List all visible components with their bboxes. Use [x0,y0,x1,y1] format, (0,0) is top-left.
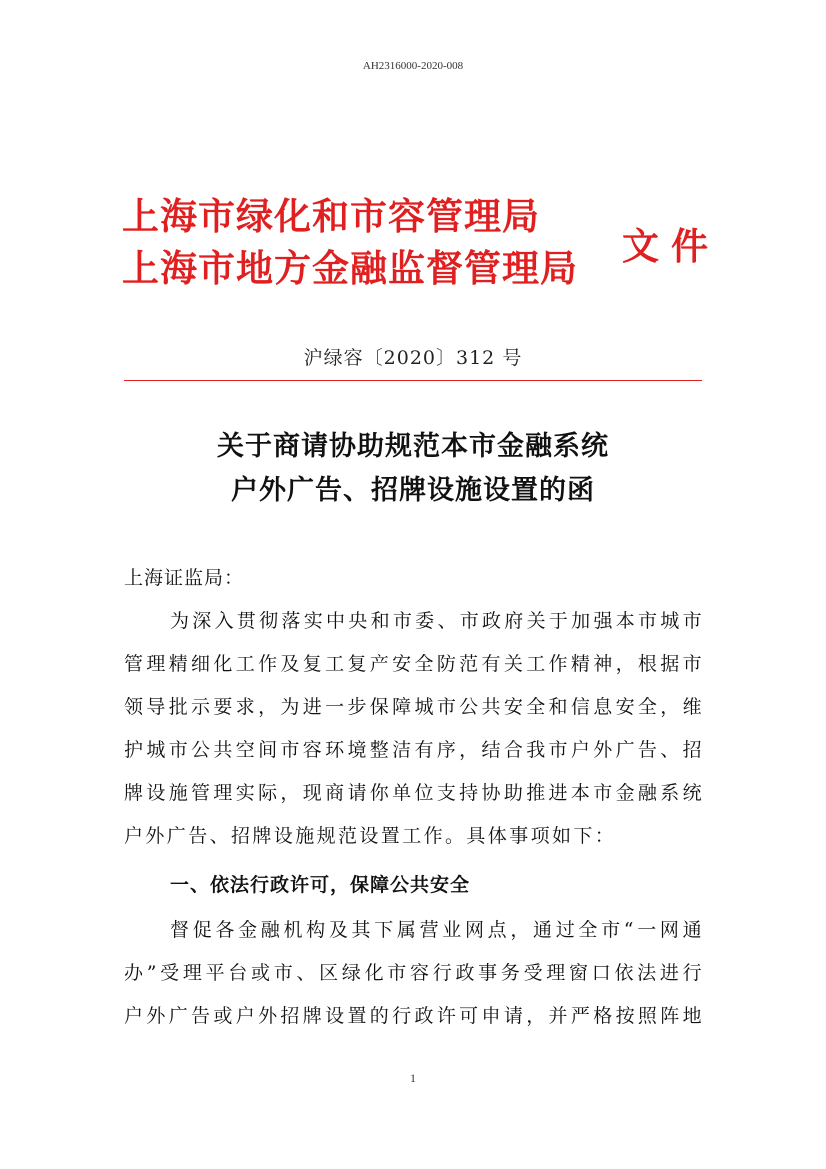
issuer-finance-bureau: 上海市地方金融监督管理局 [122,246,578,290]
paragraph-line: 牌设施管理实际，现商请你单位支持协助推进本市金融系统 [124,782,704,804]
paragraph-line: 管理精细化工作及复工复产安全防范有关工作精神，根据市 [124,653,704,675]
document-id: AH2316000-2020-008 [362,60,464,72]
document-number: 沪绿容〔2020〕312 号 [303,347,523,369]
paragraph-line: 领导批示要求，为进一步保障城市公共安全和信息安全，维 [124,696,704,718]
paragraph-line: 户外广告、招牌设施规范设置工作。具体事项如下： [124,825,617,847]
red-divider-line [124,380,702,381]
salutation: 上海证监局： [124,567,245,589]
paragraph-line: 户外广告或户外招牌设置的行政许可申请，并严格按照阵地 [124,1005,704,1027]
section-heading-1: 一、依法行政许可，保障公共安全 [170,874,471,896]
paragraph-line: 为深入贯彻落实中央和市委、市政府关于加强本市城市 [170,610,704,632]
paragraph-section-1 [124,909,704,1038]
issuer-greening-bureau: 上海市绿化和市容管理局 [122,194,540,238]
paragraph-intro [124,600,704,858]
letterhead-issuers [122,190,612,294]
letterhead-doc-type: 文件 [622,224,720,268]
paragraph-line: 护城市公共空间市容环境整洁有序，结合我市户外广告、招 [124,739,704,761]
paragraph-line: 办”受理平台或市、区绿化市容行政事务受理窗口依法进行 [124,962,704,984]
paragraph-line: 督促各金融机构及其下属营业网点，通过全市“一网通 [170,919,704,941]
page-number: 1 [410,1071,416,1085]
title-line-2: 户外广告、招牌设施设置的函 [231,475,595,506]
document-title [0,425,826,513]
title-line-1: 关于商请协助规范本市金融系统 [217,431,609,462]
